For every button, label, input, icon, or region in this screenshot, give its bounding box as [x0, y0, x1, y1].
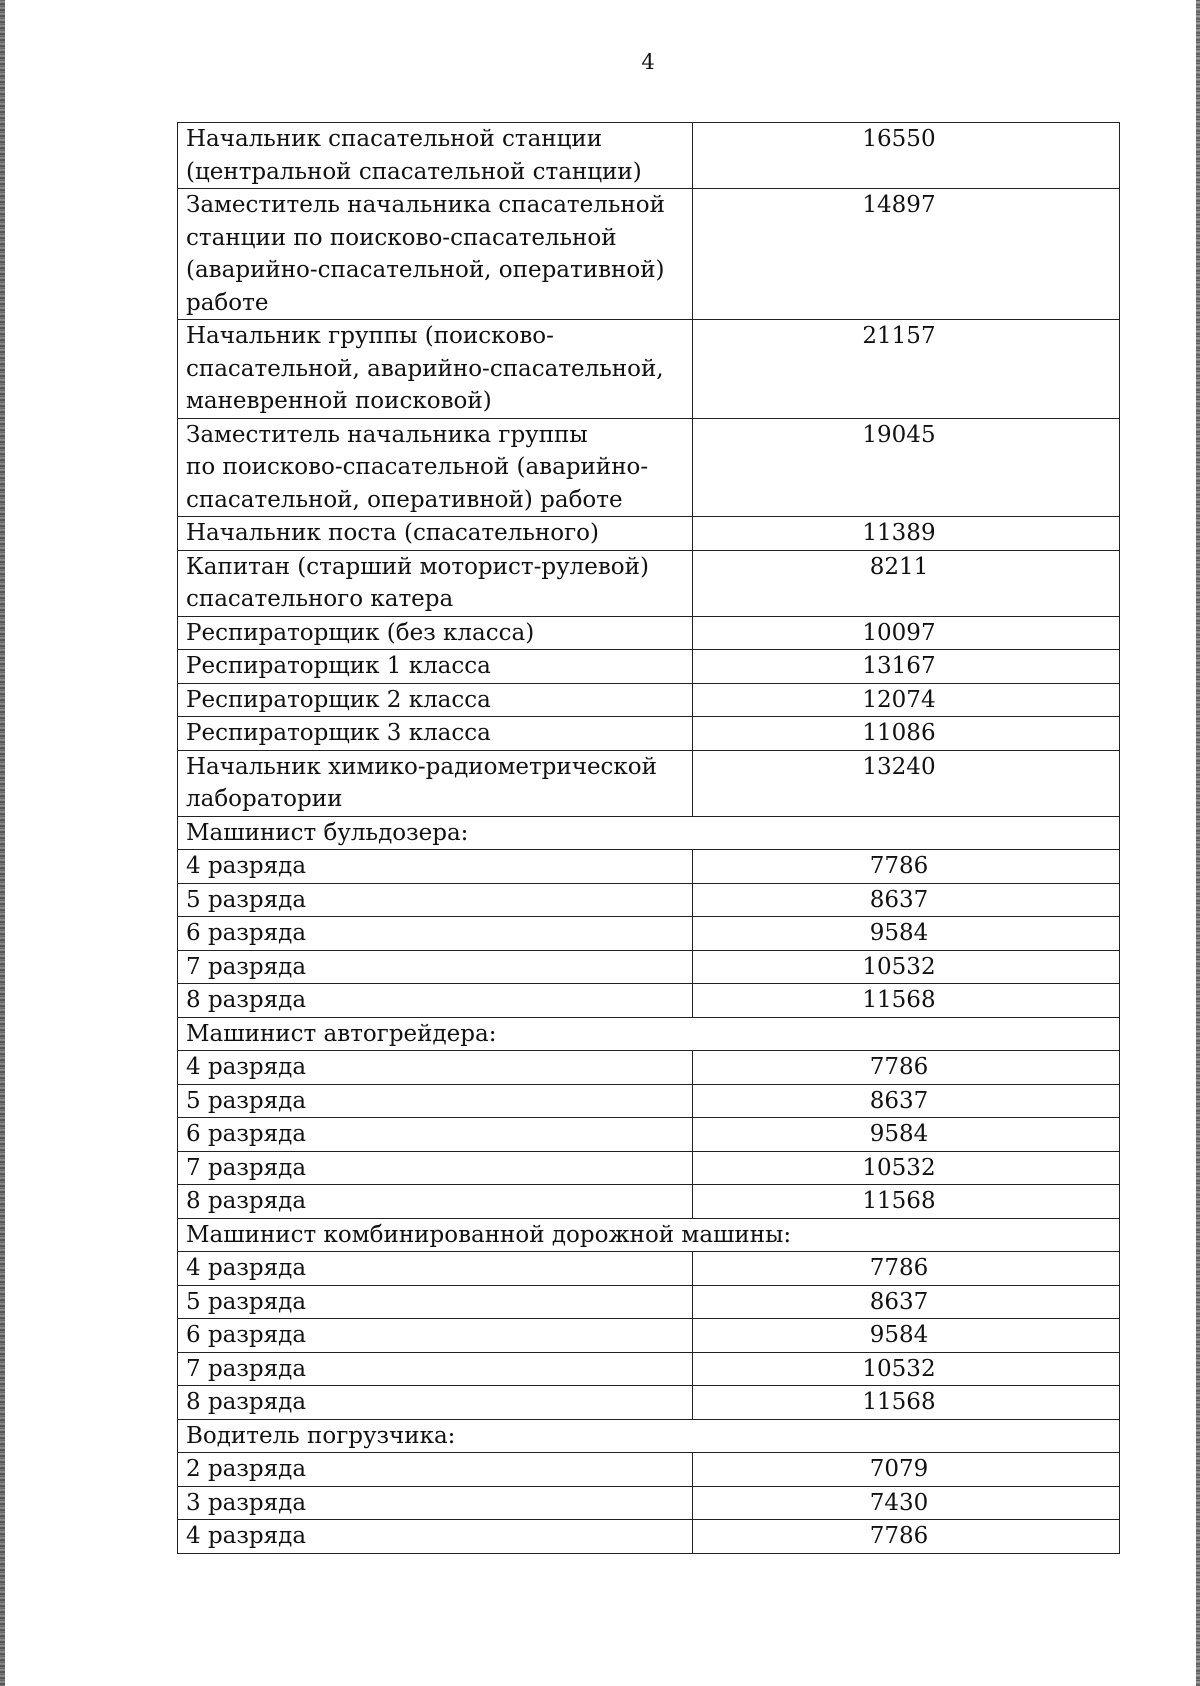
- position-name-cell: Заместитель начальника спасательной станции по поисково-спасательной (аварийно-спасательной, оперативной) работе: [178, 189, 693, 320]
- table-row: [178, 1084, 1120, 1118]
- salary-value-cell: 7079: [693, 1453, 1120, 1487]
- table-row: [178, 1486, 1120, 1520]
- table-row: [178, 616, 1120, 650]
- table-row: [178, 1386, 1120, 1420]
- salary-value-cell: 12074: [693, 683, 1120, 717]
- position-name-cell: Начальник группы (поисково- спасательной, аварийно-спасательной, маневренной поисковой): [178, 320, 693, 419]
- salary-value-cell: 9584: [693, 1319, 1120, 1353]
- salary-value-cell: 13167: [693, 650, 1120, 684]
- table-row: [178, 418, 1120, 517]
- table-row: [178, 650, 1120, 684]
- group-header-cell: Машинист комбинированной дорожной машины:: [178, 1218, 1120, 1252]
- position-name-cell: 7 разряда: [178, 1151, 693, 1185]
- salary-value-cell: 7786: [693, 1051, 1120, 1085]
- table-group-header-row: [178, 1419, 1120, 1453]
- salary-value-cell: 9584: [693, 917, 1120, 951]
- table-row: [178, 683, 1120, 717]
- salary-value-cell: 7430: [693, 1486, 1120, 1520]
- position-name-cell: 5 разряда: [178, 1285, 693, 1319]
- position-name-cell: 6 разряда: [178, 1319, 693, 1353]
- position-name-cell: 4 разряда: [178, 1252, 693, 1286]
- salary-value-cell: 11568: [693, 1386, 1120, 1420]
- position-name-cell: Капитан (старший моторист-рулевой) спасательного катера: [178, 550, 693, 616]
- table-row: [178, 1185, 1120, 1219]
- group-header-cell: Машинист бульдозера:: [178, 816, 1120, 850]
- position-name-cell: Респираторщик 3 класса: [178, 717, 693, 751]
- position-name-cell: 7 разряда: [178, 1352, 693, 1386]
- position-name-cell: 4 разряда: [178, 850, 693, 884]
- position-name-cell: Респираторщик (без класса): [178, 616, 693, 650]
- salary-value-cell: 8637: [693, 1285, 1120, 1319]
- salary-value-cell: 10532: [693, 950, 1120, 984]
- table-row: [178, 189, 1120, 320]
- table-row: [178, 950, 1120, 984]
- salary-value-cell: 11389: [693, 517, 1120, 551]
- table-row: [178, 1252, 1120, 1286]
- table-group-header-row: [178, 816, 1120, 850]
- table-row: [178, 850, 1120, 884]
- position-name-cell: 4 разряда: [178, 1520, 693, 1554]
- table-row: [178, 1520, 1120, 1554]
- table-row: [178, 717, 1120, 751]
- position-name-cell: 5 разряда: [178, 1084, 693, 1118]
- group-header-cell: Водитель погрузчика:: [178, 1419, 1120, 1453]
- table-row: [178, 917, 1120, 951]
- scan-border-left: [0, 0, 5, 1686]
- position-name-cell: 8 разряда: [178, 984, 693, 1018]
- position-name-cell: 5 разряда: [178, 883, 693, 917]
- salary-value-cell: 11086: [693, 717, 1120, 751]
- salary-value-cell: 21157: [693, 320, 1120, 419]
- table-row: [178, 1151, 1120, 1185]
- position-name-cell: Начальник химико-радиометрической лаборатории: [178, 750, 693, 816]
- table-row: [178, 1319, 1120, 1353]
- salary-value-cell: 8637: [693, 883, 1120, 917]
- salary-value-cell: 7786: [693, 1252, 1120, 1286]
- position-name-cell: 2 разряда: [178, 1453, 693, 1487]
- table-row: [178, 984, 1120, 1018]
- table-row: [178, 1118, 1120, 1152]
- scan-border-right: [1196, 0, 1200, 1686]
- position-name-cell: 7 разряда: [178, 950, 693, 984]
- salary-value-cell: 16550: [693, 123, 1120, 189]
- salary-table-body: [178, 123, 1120, 1554]
- salary-table: [177, 122, 1120, 1554]
- table-row: [178, 1352, 1120, 1386]
- table-row: [178, 517, 1120, 551]
- salary-value-cell: 13240: [693, 750, 1120, 816]
- table-row: [178, 123, 1120, 189]
- position-name-cell: 8 разряда: [178, 1185, 693, 1219]
- salary-value-cell: 14897: [693, 189, 1120, 320]
- table-row: [178, 320, 1120, 419]
- position-name-cell: 3 разряда: [178, 1486, 693, 1520]
- salary-value-cell: 10532: [693, 1352, 1120, 1386]
- salary-value-cell: 9584: [693, 1118, 1120, 1152]
- position-name-cell: Начальник поста (спасательного): [178, 517, 693, 551]
- position-name-cell: 6 разряда: [178, 1118, 693, 1152]
- salary-value-cell: 8637: [693, 1084, 1120, 1118]
- salary-value-cell: 11568: [693, 1185, 1120, 1219]
- salary-value-cell: 7786: [693, 1520, 1120, 1554]
- table-row: [178, 750, 1120, 816]
- position-name-cell: 6 разряда: [178, 917, 693, 951]
- table-row: [178, 1453, 1120, 1487]
- position-name-cell: Заместитель начальника группы по поисково-спасательной (аварийно- спасательной, оперативной) работе: [178, 418, 693, 517]
- position-name-cell: Респираторщик 2 класса: [178, 683, 693, 717]
- salary-value-cell: 7786: [693, 850, 1120, 884]
- table-row: [178, 550, 1120, 616]
- table-row: [178, 1285, 1120, 1319]
- table-group-header-row: [178, 1218, 1120, 1252]
- position-name-cell: Респираторщик 1 класса: [178, 650, 693, 684]
- position-name-cell: Начальник спасательной станции (центральной спасательной станции): [178, 123, 693, 189]
- salary-value-cell: 19045: [693, 418, 1120, 517]
- salary-value-cell: 11568: [693, 984, 1120, 1018]
- position-name-cell: 4 разряда: [178, 1051, 693, 1085]
- table-group-header-row: [178, 1017, 1120, 1051]
- table-row: [178, 1051, 1120, 1085]
- salary-value-cell: 10532: [693, 1151, 1120, 1185]
- salary-value-cell: 10097: [693, 616, 1120, 650]
- group-header-cell: Машинист автогрейдера:: [178, 1017, 1120, 1051]
- position-name-cell: 8 разряда: [178, 1386, 693, 1420]
- salary-value-cell: 8211: [693, 550, 1120, 616]
- page-number: 4: [641, 50, 655, 74]
- table-row: [178, 883, 1120, 917]
